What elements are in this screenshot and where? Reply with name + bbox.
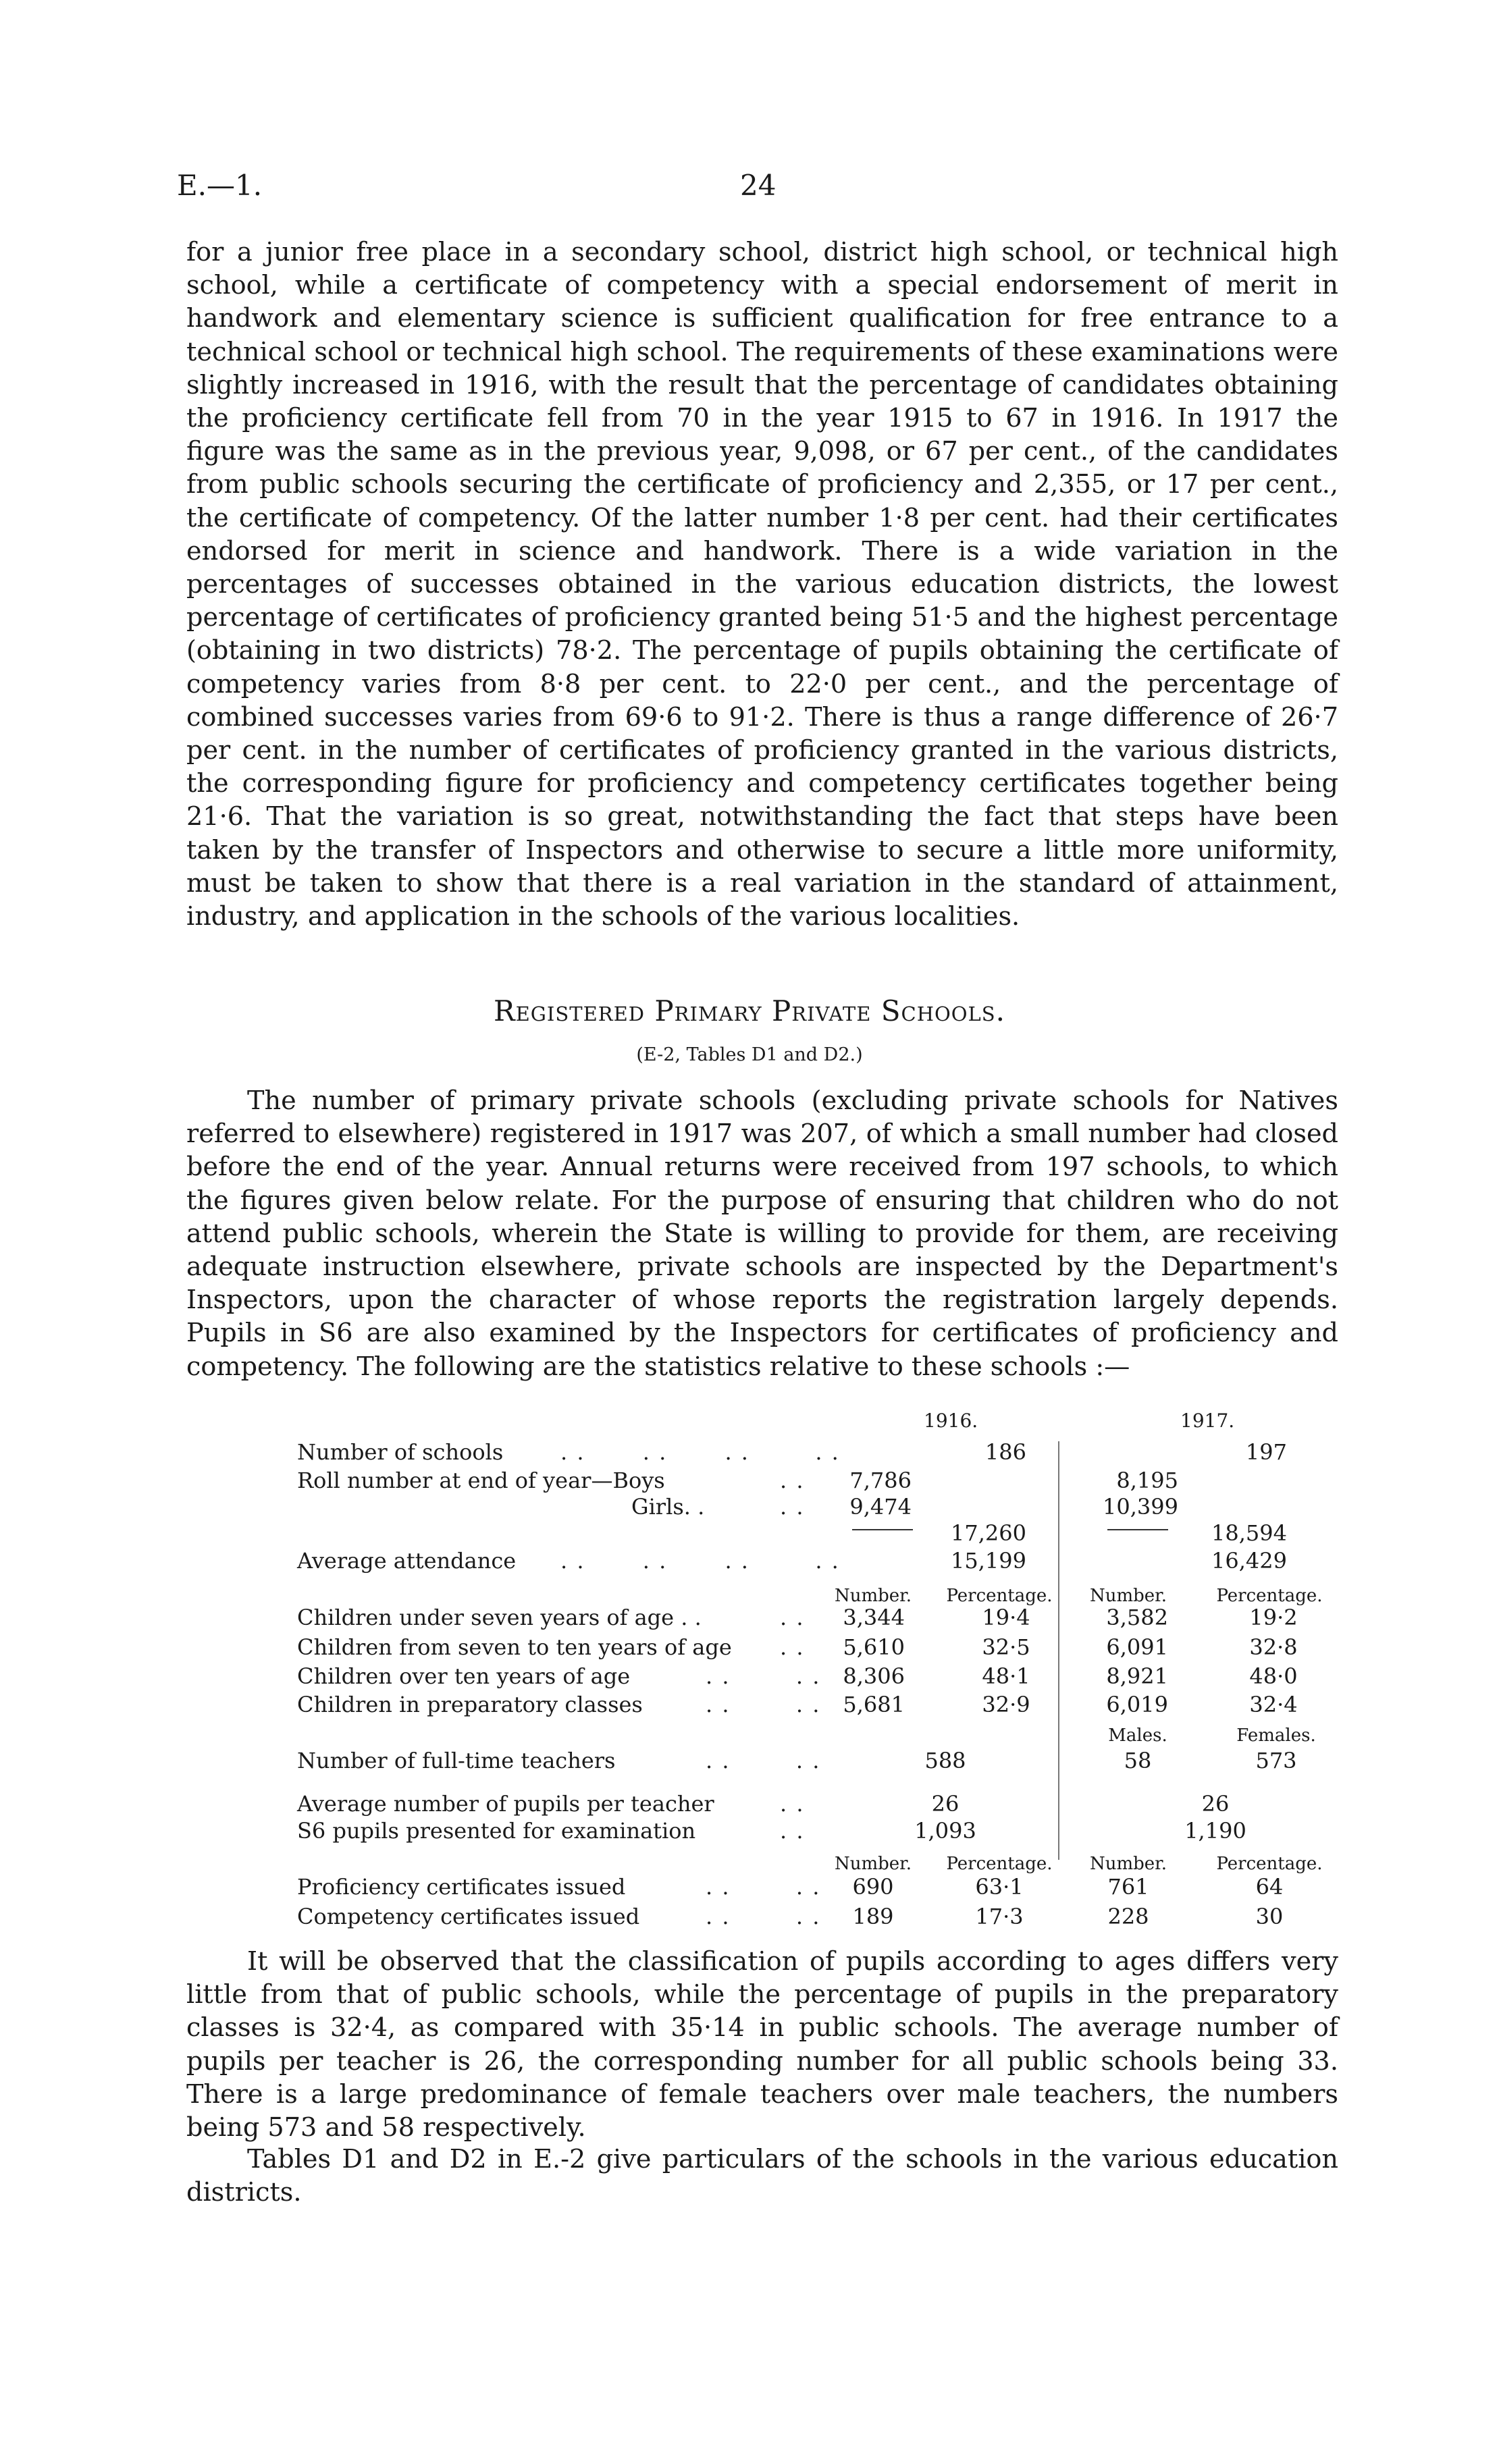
col-header-number-1917: Number. <box>1089 1586 1167 1606</box>
cert-percent-1916: 17·3 <box>975 1904 1024 1929</box>
age-percent-1916: 19·4 <box>982 1605 1030 1630</box>
row-label-certificates: Competency certificates issued <box>297 1904 640 1929</box>
age-number-1917: 6,091 <box>1106 1634 1168 1660</box>
col-header-number-1916: Number. <box>834 1586 912 1606</box>
col-header-percentage-1917: Percentage. <box>1216 1586 1323 1606</box>
col-header-number-1917: Number. <box>1089 1854 1167 1874</box>
age-percent-1916: 32·9 <box>982 1692 1030 1717</box>
boys-1916: 7,786 <box>849 1468 912 1493</box>
s6-presented-1917: 1,190 <box>1184 1818 1246 1844</box>
teachers-females-1917: 573 <box>1255 1748 1297 1773</box>
cert-number-1916: 690 <box>852 1874 894 1900</box>
age-number-1917: 3,582 <box>1106 1605 1168 1630</box>
leader-dots: . . . . <box>706 1874 821 1900</box>
leader-dots: . . . . . . . . <box>560 1548 840 1574</box>
row-label-age: Children over ten years of age <box>297 1663 631 1689</box>
leader-dots: . . <box>780 1605 805 1630</box>
col-header-males: Males. <box>1108 1725 1167 1746</box>
girls-1917: 10,399 <box>1103 1494 1178 1520</box>
age-percent-1917: 32·8 <box>1249 1634 1298 1660</box>
row-label-attendance: Average attendance <box>297 1548 517 1574</box>
leader-dots: . . <box>780 1468 805 1493</box>
s6-presented-1916: 1,093 <box>914 1818 976 1844</box>
paragraph-observation: It will be observed that the classification of pupils according to ages differs very little from that of public schools, while the percentage of pupils in the preparatory classes is 32·4, as compared with 35·14 in public schools. The average number of pupils per teacher is 26, the corresponding number for all public schools being 33. There is a large predominance of female teachers over male teachers, the numbers being 573 and 58 respectively. <box>186 1947 1338 2143</box>
col-header-percentage-1917: Percentage. <box>1216 1854 1323 1874</box>
leader-dots: . . <box>780 1634 805 1660</box>
row-label-roll-boys: Roll number at end of year—Boys <box>297 1468 665 1493</box>
teachers-males-1917: 58 <box>1124 1748 1152 1773</box>
section-subheading: (E-2, Tables D1 and D2.) <box>636 1044 863 1065</box>
subtotal-rule-1917 <box>1107 1529 1168 1530</box>
leader-dots: . . <box>780 1791 805 1817</box>
cert-number-1917: 228 <box>1107 1904 1149 1929</box>
leader-dots: . . . . <box>706 1663 821 1689</box>
leader-dots: . . . . . . . . <box>560 1439 840 1465</box>
row-label-certificates: Proficiency certificates issued <box>297 1874 626 1900</box>
cert-percent-1917: 30 <box>1255 1904 1284 1929</box>
row-label-schools: Number of schools <box>297 1439 504 1465</box>
roll-total-1916: 17,260 <box>951 1520 1026 1546</box>
row-label-teachers: Number of full-time teachers <box>297 1748 616 1773</box>
schools-1916: 186 <box>984 1439 1026 1465</box>
cert-number-1917: 761 <box>1107 1874 1149 1900</box>
col-header-females: Females. <box>1236 1725 1316 1746</box>
attendance-1916: 15,199 <box>951 1548 1026 1574</box>
leader-dots: . . . . <box>706 1748 821 1773</box>
age-percent-1917: 19·2 <box>1249 1605 1298 1630</box>
row-label-age: Children under seven years of age . . <box>297 1605 702 1630</box>
subtotal-rule-1916 <box>852 1529 913 1530</box>
pupils-per-teacher-1916: 26 <box>931 1791 959 1817</box>
paragraph-tables-reference: Tables D1 and D2 in E.-2 give particulars of the schools in the various education districts. <box>186 2145 1338 2208</box>
leader-dots: . . <box>780 1494 805 1520</box>
teachers-1916: 588 <box>924 1748 966 1773</box>
year-header-1917: 1917. <box>1180 1410 1235 1432</box>
age-number-1916: 8,306 <box>843 1663 905 1689</box>
cert-number-1916: 189 <box>852 1904 894 1929</box>
schools-1917: 197 <box>1245 1439 1287 1465</box>
row-label-age: Children in preparatory classes <box>297 1692 643 1717</box>
page-header-ref: E.—1. <box>177 169 263 202</box>
age-number-1916: 5,681 <box>843 1692 905 1717</box>
row-label-s6-presented: S6 pupils presented for examination <box>297 1818 696 1844</box>
col-header-percentage-1916: Percentage. <box>946 1854 1053 1874</box>
age-number-1917: 8,921 <box>1106 1663 1168 1689</box>
section-heading: Registered Primary Private Schools. <box>493 994 1006 1027</box>
leader-dots: . . . . <box>706 1692 821 1717</box>
col-header-number-1916: Number. <box>834 1854 912 1874</box>
leader-dots: . . <box>780 1818 805 1844</box>
paragraph-continuation: for a junior free place in a secondary school, district high school, or technical high school, while a certificate of competency with a special endorsement of merit in handwork and elementary science is sufficient qualification for free entrance to a technical school or technical high school. The requirements of these examinations were slightly increased in 1916, with the result that the percentage of candidates obtaining the proficiency certificate fell from 70 in the year 1915 to 67 in 1916. In 1917 the figure was the same as in the previous year, 9,098, or 67 per cent., of the candidates from public schools securing the certificate of proficiency and 2,355, or 17 per cent., the certificate of competency. Of the latter number 1·8 per cent. had their certificates endorsed for merit in science and handwork. There is a wide variation in the percentages of successes obtained in the various education districts, the lowest percentage of certificates of proficiency granted being 51·5 and the highest percentage (obtaining in two districts) 78·2. The percentage of pupils obtaining the certificate of competency varies from 8·8 per cent. to 22·0 per cent., and the percentage of combined successes varies from 69·6 to 91·2. There is thus a range difference of 26·7 per cent. in the number of certificates of proficiency granted in the various districts, the corresponding figure for proficiency and competency certificates together being 21·6. That the variation is so great, notwithstanding the fact that steps have been taken by the transfer of Inspectors and otherwise to secure a little more uniformity, must be taken to show that there is a real variation in the standard of attainment, industry, and application in the schools of the various localities. <box>186 238 1338 932</box>
age-number-1916: 5,610 <box>843 1634 905 1660</box>
roll-total-1917: 18,594 <box>1211 1520 1287 1546</box>
row-label-pupils-per-teacher: Average number of pupils per teacher <box>297 1791 714 1817</box>
col-header-percentage-1916: Percentage. <box>946 1586 1053 1606</box>
cert-percent-1917: 64 <box>1255 1874 1284 1900</box>
girls-1916: 9,474 <box>849 1494 912 1520</box>
row-label-age: Children from seven to ten years of age <box>297 1634 732 1660</box>
page-number: 24 <box>740 169 777 202</box>
column-divider <box>1058 1441 1059 1860</box>
pupils-per-teacher-1917: 26 <box>1201 1791 1230 1817</box>
paragraph-intro: The number of primary private schools (excluding private schools for Natives referred to elsewhere) registered in 1917 was 207, of which a small number had closed before the end of the year. Annual returns were received from 197 schools, to which the figures given below relate. For the purpose of ensuring that children who do not attend public schools, wherein the State is willing to provide for them, are receiving adequate instruction elsewhere, private schools are inspected by the Department's Inspectors, upon the character of whose reports the registration largely depends. Pupils in S6 are also examined by the Inspectors for certificates of proficiency and competency. The following are the statistics relative to these schools :— <box>186 1086 1338 1382</box>
attendance-1917: 16,429 <box>1211 1548 1287 1574</box>
leader-dots: . . . . <box>706 1904 821 1929</box>
age-percent-1917: 48·0 <box>1249 1663 1298 1689</box>
age-percent-1917: 32·4 <box>1249 1692 1298 1717</box>
row-label-roll-girls: Girls. . <box>631 1494 705 1520</box>
age-percent-1916: 32·5 <box>982 1634 1030 1660</box>
cert-percent-1916: 63·1 <box>975 1874 1024 1900</box>
year-header-1916: 1916. <box>924 1410 978 1432</box>
age-number-1917: 6,019 <box>1106 1692 1168 1717</box>
boys-1917: 8,195 <box>1116 1468 1178 1493</box>
age-number-1916: 3,344 <box>843 1605 905 1630</box>
age-percent-1916: 48·1 <box>982 1663 1030 1689</box>
